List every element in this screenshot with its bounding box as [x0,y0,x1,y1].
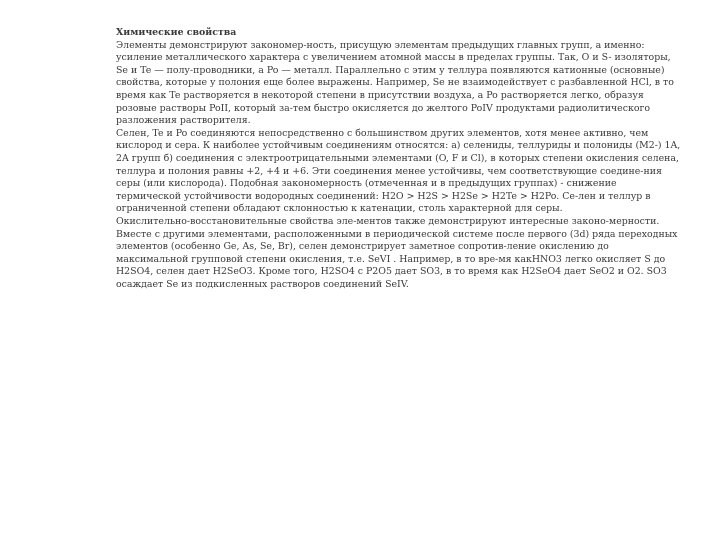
section-heading: Химические свойства [116,27,237,38]
paragraph-3: Окислительно-восстановительные свойства эле-ментов также демонстрируют интересные законо-мерности. Вместе с другими элементами, расположенными в периодической системе после первого (3d) ряда переходных элементов (особенно Ge, As, Se, Br), селен демонстрирует заметное сопротив-ление окислению до максимальной групповой степени окисления, т.е. SeVI . Например, в то вре-мя какHNO3 легко окисляет S до H2SO4, селен дает H2SeO3. Кроме того, H2SO4 с P2O5 дает SO3, в то время как H2SeO4 дает SeO2 и O2. SO3 осаждает Se из подкисленных растворов соединений SeIV. [116,215,678,290]
paragraph-2: Селен, Te и Po соединяются непосредственно с большинством других элементов, хотя менее активно, чем кислород и сера. К наиболее устойчивым соединениям относятся: а) селениды, теллуриды и полониды (M2-) 1A, 2A групп б) соединения с электроотрицательными элементами (O, F и Cl), в которых степени окисления селена, теллура и полония равны +2, +4 и +6. Эти соединения менее устойчивы, чем соответствующие соедине-ния серы (или кислорода). Подобная закономерность (отмеченная и в предыдущих группах) - снижение термической устойчивости водородных соединений: H2O > H2S > H2Se > H2Te > H2Po. Се-лен и теллур в ограниченной степени обладают склонностью к катенации, столь характерной для серы. [116,127,681,215]
paragraph-1: Элементы демонстрируют закономер-ность, присущую элементам предыдущих главных групп, а именно: усиление металлического характера с увеличением атомной массы в пределах группы. Так, O и S- изоляторы, Se и Te — полу-проводники, а Po — металл. Параллельно с этим у теллура появляются катионные (основные) свойства, которые у полония еще более выражены. Например, Se не взаимодействует с разбавленной HCl, в то время как Te растворяется в некоторой степени в присутствии воздуха, а Po растворяется легко, образуя розовые растворы PoII, который за-тем быстро окисляется до желтого PoIV продуктами радиолитического разложения растворителя. [116,39,674,127]
document-body [116,27,682,291]
